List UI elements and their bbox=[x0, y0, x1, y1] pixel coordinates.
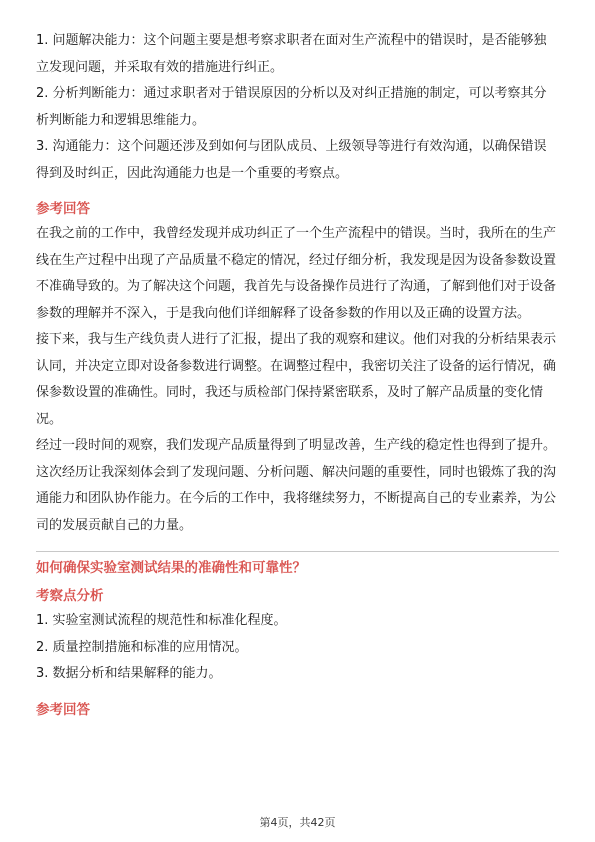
section-divider bbox=[36, 551, 559, 552]
analysis-point-2: 2. 质量控制措施和标准的应用情况。 bbox=[36, 639, 248, 655]
answer-paragraph-3: 经过一段时间的观察，我们发现产品质量得到了明显改善，生产线的稳定性也得到了提升。这次经历让我深刻体会到了发现问题、分析问题、解决问题的重要性，同时也锻炼了我的沟通能力和团队协作能力。在今后的工作中，我将继续努力，不断提高自己的专业素养，为公司的发展贡献自己的力量。 bbox=[36, 438, 557, 533]
page-content bbox=[36, 28, 559, 722]
analysis-point-1: 1. 实验室测试流程的规范性和标准化程度。 bbox=[36, 613, 287, 628]
reference-answer-heading: 参考回答 bbox=[36, 201, 90, 217]
answer-paragraph-1: 在我之前的工作中，我曾经发现并成功纠正了一个生产流程中的错误。当时，我所在的生产线在生产过程中出现了产品质量不稳定的情况，经过仔细分析，我发现是因为设备参数设置不准确导致的。为了解决这个问题，我首先与设备操作员进行了沟通，了解到他们对于设备参数的理解并不深入，于是我向他们详细解释了设备参数的作用以及正确的设置方法。 bbox=[36, 226, 557, 321]
analysis-point-3: 3. 数据分析和结果解释的能力。 bbox=[36, 666, 222, 681]
reference-answer-heading-2: 参考回答 bbox=[36, 701, 90, 718]
assessment-point-3: 3. 沟通能力：这个问题还涉及到如何与团队成员、上级领导等进行有效沟通，以确保错误得到及时纠正，因此沟通能力也是一个重要的考察点。 bbox=[36, 139, 547, 181]
question-title: 如何确保实验室测试结果的准确性和可靠性？ bbox=[36, 560, 306, 576]
page-number: 第4页，共42页 bbox=[259, 816, 336, 829]
analysis-heading: 考察点分析 bbox=[36, 588, 104, 604]
assessment-point-2: 2. 分析判断能力：通过求职者对于错误原因的分析以及对纠正措施的制定，可以考察其分析判断能力和逻辑思维能力。 bbox=[36, 86, 547, 128]
assessment-point-1: 1. 问题解决能力：这个问题主要是想考察求职者在面对生产流程中的错误时，是否能够独立发现问题，并采取有效的措施进行纠正。 bbox=[36, 33, 547, 75]
answer-paragraph-2: 接下来，我与生产线负责人进行了汇报，提出了我的观察和建议。他们对我的分析结果表示认同，并决定立即对设备参数进行调整。在调整过程中，我密切关注了设备的运行情况，确保参数设置的准确性。同时，我还与质检部门保持紧密联系，及时了解产品质量的变化情况。 bbox=[36, 332, 557, 427]
